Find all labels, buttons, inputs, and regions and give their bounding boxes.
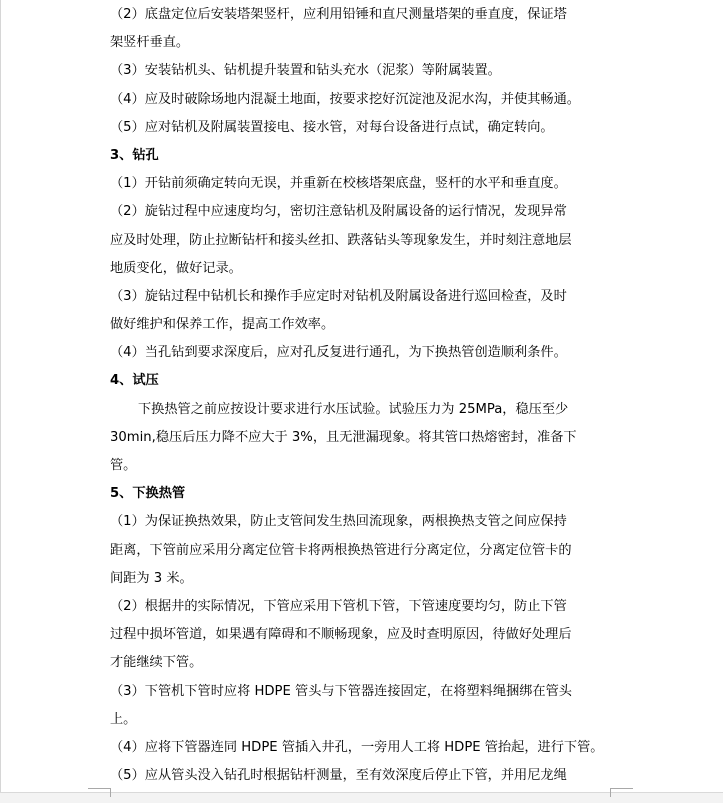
paragraph-line: 应及时处理，防止拉断钻杆和接头丝扣、跌落钻头等现象发生，并时刻注意地层 bbox=[110, 232, 572, 248]
document-body bbox=[110, 1, 610, 790]
crop-mark-left bbox=[88, 788, 111, 797]
section-heading: 3、钻孔 bbox=[110, 147, 159, 163]
paragraph-line: （5）应从管头没入钻孔时根据钻杆测量，至有效深度后停止下管，并用尼龙绳 bbox=[110, 768, 567, 784]
section-heading: 4、试压 bbox=[110, 373, 159, 389]
paragraph-line: 下换热管之前应按设计要求进行水压试验。试验压力为 25MPa，稳压至少 bbox=[138, 401, 569, 417]
paragraph-line: 间距为 3 米。 bbox=[110, 570, 193, 586]
paragraph-line: （2）底盘定位后安装塔架竖杆，应利用铅锤和直尺测量塔架的垂直度，保证塔 bbox=[110, 7, 567, 22]
paragraph-line: 管。 bbox=[110, 458, 137, 473]
paragraph-line: 上。 bbox=[110, 711, 137, 727]
crop-mark-right bbox=[610, 788, 633, 797]
paragraph-line: 距离，下管前应采用分离定位管卡将两根换热管进行分离定位，分离定位管卡的 bbox=[110, 542, 572, 558]
paragraph-line: 地质变化，做好记录。 bbox=[110, 260, 242, 276]
paragraph-line: （3）旋钻过程中钻机长和操作手应定时对钻机及附属设备进行巡回检查，及时 bbox=[110, 288, 567, 304]
paragraph-line: （3）下管机下管时应将 HDPE 管头与下管器连接固定，在将塑料绳捆绑在管头 bbox=[110, 683, 572, 699]
paragraph-line: （3）安装钻机头、钻机提升装置和钻头充水（泥浆）等附属装置。 bbox=[110, 63, 501, 79]
paragraph-line: 30min,稳压后压力降不应大于 3%，且无泄漏现象。将其管口热熔密封，准备下 bbox=[110, 429, 577, 445]
paragraph-line: （4）应及时破除场地内混凝土地面，按要求挖好沉淀池及泥水沟，并使其畅通。 bbox=[110, 91, 580, 107]
paragraph-line: （2）根据井的实际情况，下管应采用下管机下管，下管速度要均匀，防止下管 bbox=[110, 598, 567, 614]
paragraph-line: （4）应将下管器连同 HDPE 管插入井孔，一旁用人工将 HDPE 管抬起，进行下管。 bbox=[110, 739, 604, 755]
paragraph-line: （2）旋钻过程中应速度均匀，密切注意钻机及附属设备的运行情况，发现异常 bbox=[110, 204, 567, 220]
paragraph-line: 才能继续下管。 bbox=[110, 655, 203, 671]
paragraph-line: 过程中损坏管道，如果遇有障碍和不顺畅现象，应及时查明原因，待做好处理后 bbox=[110, 627, 572, 643]
section-heading: 5、下换热管 bbox=[110, 486, 186, 502]
paragraph-line: （4）当孔钻到要求深度后，应对孔反复进行通孔，为下换热管创造顺利条件。 bbox=[110, 345, 567, 361]
page-left-edge bbox=[0, 0, 1, 802]
paragraph-line: （1）为保证换热效果，防止支管间发生热回流现象，两根换热支管之间应保持 bbox=[110, 514, 567, 530]
paragraph-line: 架竖杆垂直。 bbox=[110, 35, 190, 51]
paragraph-line: 做好维护和保养工作，提高工作效率。 bbox=[110, 317, 335, 333]
paragraph-line: （5）应对钻机及附属装置接电、接水管，对每台设备进行点试，确定转向。 bbox=[110, 119, 554, 135]
paragraph-line: （1）开钻前须确定转向无误，并重新在校核塔架底盘，竖杆的水平和垂直度。 bbox=[110, 176, 567, 192]
